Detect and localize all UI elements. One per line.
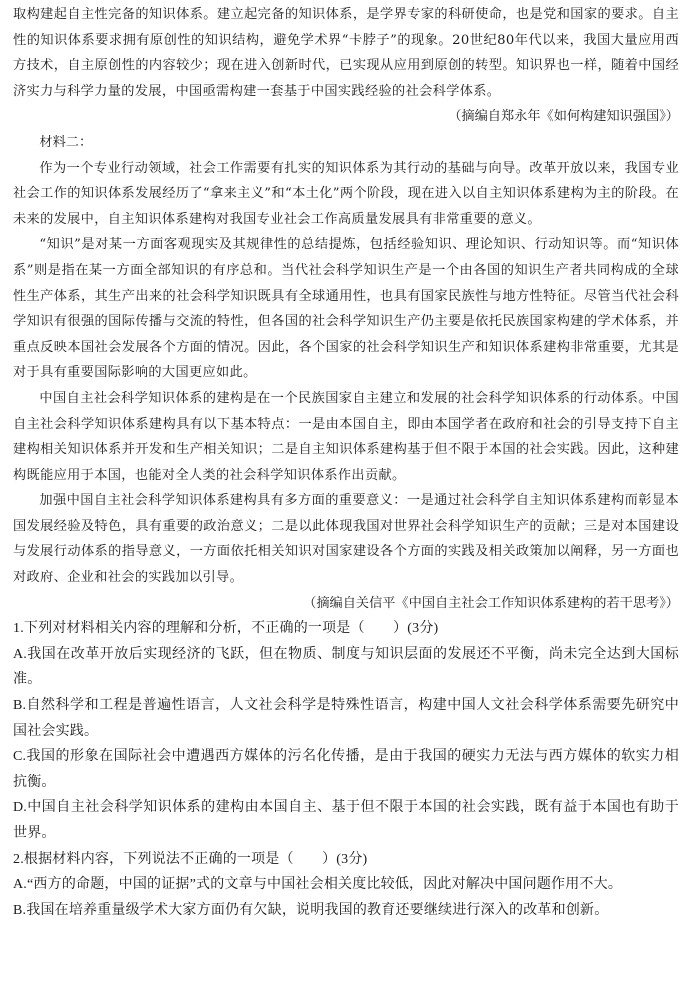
material2-paragraph-4: 加强中国自主社会科学知识体系建构具有多方面的重要意义：一是通过社会科学自主知识体系建构而彰显本国发展经验及特色，具有重要的政治意义；二是以此体现我国对世界社会科学知识生产的贡献；三是对本国建设与发展行动体系的指导意义，一方面依托相关知识对国家建设各个方面的实践及相关政策加以阐释，另一方面也对政府、企业和社会的实践加以引导。 <box>13 493 679 586</box>
question-1-option-d: D.中国自主社会科学知识体系的建构由本国自主、基于但不限于本国的社会实践，既有益于本国也有助于世界。 <box>13 800 679 841</box>
question-2-option-b: B.我国在培养重量级学术大家方面仍有欠缺，说明我国的教育还要继续进行深入的改革和创新。 <box>13 902 609 918</box>
question-2-stem: 2.根据材料内容，下列说法不正确的一项是（ ）(3分) <box>13 851 368 867</box>
question-1-option-b: B.自然科学和工程是普遍性语言，人文社会科学是特殊性语言，构建中国人文社会科学体系需要先研究中国社会实践。 <box>13 698 679 739</box>
source-citation-2: （摘编自关信平《中国自主社会工作知识体系建构的若干思考》） <box>303 595 679 611</box>
question-1-option-c: C.我国的形象在国际社会中遭遇西方媒体的污名化传播，是由于我国的硬实力无法与西方媒体的软实力相抗衡。 <box>13 749 679 790</box>
material2-paragraph-1: 作为一个专业行动领域，社会工作需要有扎实的知识体系为其行动的基础与向导。改革开放以来，我国专业社会工作的知识体系发展经历了“拿来主义”和“本土化”两个阶段，现在进入以自主知识体系建构为主的阶段。在未来的发展中，自主知识体系建构对我国专业社会工作高质量发展具有非常重要的意义。 <box>13 160 679 227</box>
question-1-option-a: A.我国在改革开放后实现经济的飞跃，但在物质、制度与知识层面的发展还不平衡，尚未完全达到大国标准。 <box>13 646 679 688</box>
question-2-option-a: A.“西方的命题，中国的证据”式的文章与中国社会相关度比较低，因此对解决中国问题作用不大。 <box>13 877 623 893</box>
material2-label: 材料二： <box>39 134 93 150</box>
material1-tail-paragraph: 取构建起自主性完备的知识体系。建立起完备的知识体系，是学界专家的科研使命，也是党和国家的要求。自主性的知识体系要求拥有原创性的知识结构，避免学术界“卡脖子”的现象。20世纪80年代以来，我国大量应用西方技术，自主原创性的内容较少；现在进入创新时代，已实现从应用到原创的转型。知识界也一样，随着中国经济实力与科学力量的发展，中国亟需构建一套基于中国实践经验的社会科学体系。 <box>13 7 679 99</box>
material2-paragraph-3: 中国自主社会科学知识体系的建构是在一个民族国家自主建立和发展的社会科学知识体系的行动体系。中国自主社会科学知识体系建构具有以下基本特点：一是由本国自主，即由本国学者在政府和社会的引导支持下自主建构相关知识体系并开发和生产相关知识；二是自主知识体系建构基于但不限于本国的社会实践。因此，这种建构既能应用于本国，也能对全人类的社会科学知识体系作出贡献。 <box>13 390 679 483</box>
question-1-stem: 1.下列对材料相关内容的理解和分析，不正确的一项是（ ）(3分) <box>13 621 439 637</box>
material2-paragraph-2: “知识”是对某一方面客观现实及其规律性的总结提炼，包括经验知识、理论知识、行动知识等。而“知识体系”则是指在某一方面全部知识的有序总和。当代社会科学知识生产是一个由各国的知识生产者共同构成的全球性生产体系，其生产出来的社会科学知识既具有全球通用性，也具有国家民族性与地方性特征。尽管当代社会科学知识有很强的国际传播与交流的特性，但各国的社会科学知识生产仍主要是依托民族国家构建的学术体系，并重点反映本国社会发展各个方面的情况。因此，各个国家的社会科学知识生产和知识体系建构非常重要，尤其是对于具有重要国际影响的大国更应如此。 <box>13 237 679 381</box>
source-citation-1: （摘编自郑永年《如何构建知识强国》） <box>448 109 679 125</box>
